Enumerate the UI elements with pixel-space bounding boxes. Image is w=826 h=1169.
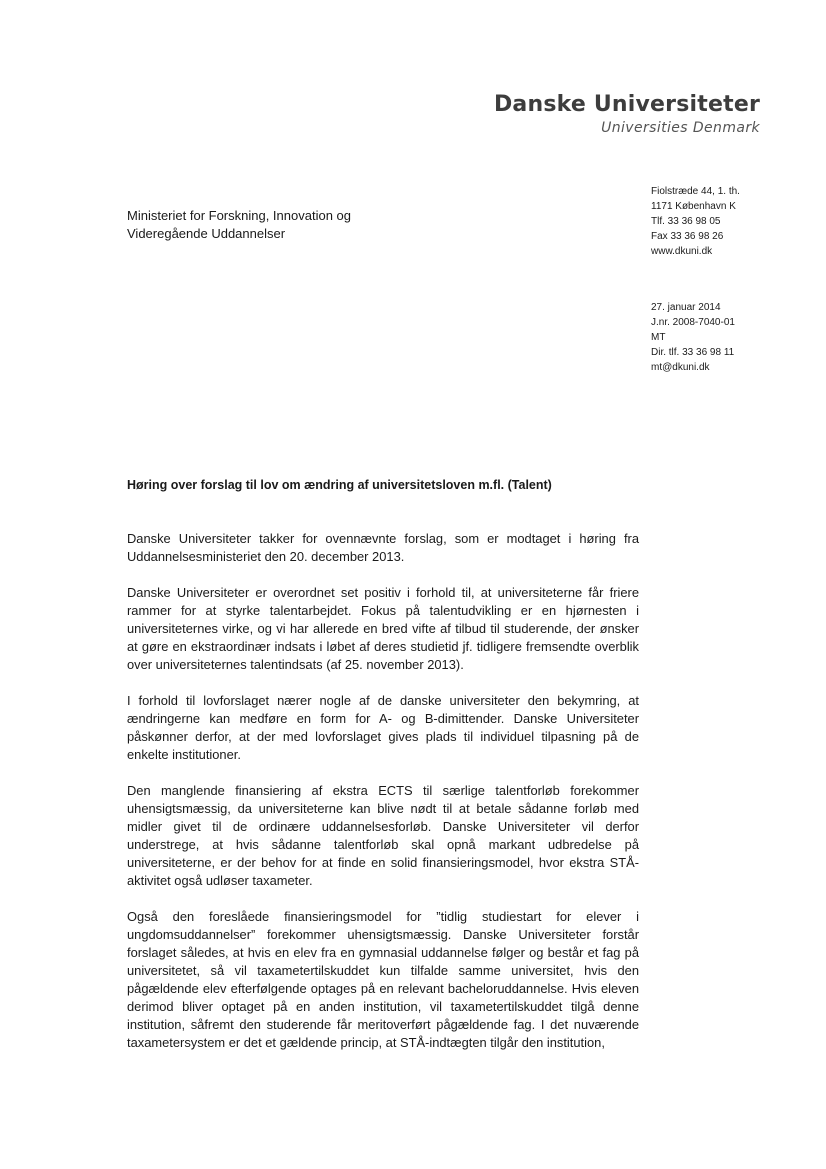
body-paragraph: Den manglende finansiering af ekstra ECTS til særlige talentforløb forekommer uhensigtsmæssig, da universiteterne kan blive nødt til at betale sådanne forløb med midler givet til de ordinære uddannelsesforløb. Danske Universiteter vil derfor understrege, at hvis sådanne talentforløb skal opnå markant udbredelse på universiteterne, er der behov for at finde en solid finansieringsmodel, hvor ekstra STÅ-aktivitet også udløser taxameter. xyxy=(127,783,639,888)
body-paragraph: Danske Universiteter er overordnet set positiv i forhold til, at universiteterne får friere rammer for at styrke talentarbejdet. Fokus på talentudvikling er en hjørnesten i universiteternes virke, og vi har allerede en bred vifte af tilbud til studerende, der ønsker at gøre en ekstraordinær indsats i løbet af deres studietid jf. tidligere fremsendte overblik over universiteternes talentindsats (af 25. november 2013). xyxy=(127,585,639,672)
logo-name: Danske Universiteter xyxy=(493,92,760,117)
recipient-line: Ministeriet for Forskning, Innovation og xyxy=(127,208,351,223)
author-email: mt@dkuni.dk xyxy=(651,362,710,373)
body-paragraph: Danske Universiteter takker for ovennævnte forslag, som er modtaget i høring fra Uddannelsesministeriet den 20. december 2013. xyxy=(127,531,639,564)
letter-body xyxy=(127,530,639,1070)
letter-date: 27. januar 2014 xyxy=(651,302,721,313)
sender-fax: Fax 33 36 98 26 xyxy=(651,231,724,242)
sender-phone: Tlf. 33 36 98 05 xyxy=(651,216,721,227)
sender-street: Fiolstræde 44, 1. th. xyxy=(651,186,740,197)
sender-address xyxy=(651,184,740,259)
letter-meta xyxy=(651,300,735,375)
direct-phone: Dir. tlf. 33 36 98 11 xyxy=(651,347,735,358)
body-paragraph: I forhold til lovforslaget nærer nogle af de danske universiteter den bekymring, at ændringerne kan medføre en form for A- og B-dimittender. Danske Universiteter påskønner derfor, at der med lovforslaget gives plads til individuel tilpasning på de enkelte institutioner. xyxy=(127,693,639,762)
recipient-address xyxy=(127,207,351,243)
logo xyxy=(494,92,760,137)
author-initials: MT xyxy=(651,332,666,343)
sender-city: 1171 København K xyxy=(651,201,736,212)
sender-website: www.dkuni.dk xyxy=(651,246,713,257)
body-paragraph: Også den foreslåede finansieringsmodel for ”tidlig studiestart for elever i ungdomsuddannelser” forekommer uhensigtsmæssig. Danske Universiteter forstår forslaget således, at hvis en elev fra en gymnasial uddannelse følger og består et fag på universitetet, så vil taxametertilskuddet kun tilfalde samme universitet, hvis den pågældende elev efterfølgende optages på en relevant bacheloruddannelse. Hvis eleven derimod bliver optaget på en anden institution, vil taxametertilskuddet tilgå denne institution, såfremt den studerende får meritoverført pågældende fag. I det nuværende taxametersystem er det et gældende princip, at STÅ-indtægten tilgår den institution, xyxy=(127,909,639,1050)
letter-subject: Høring over forslag til lov om ændring af universitetsloven m.fl. (Talent) xyxy=(127,478,552,492)
recipient-line: Videregående Uddannelser xyxy=(127,226,286,241)
logo-subtitle: Universities Denmark xyxy=(601,120,760,136)
journal-number: J.nr. 2008-7040-01 xyxy=(651,317,735,328)
